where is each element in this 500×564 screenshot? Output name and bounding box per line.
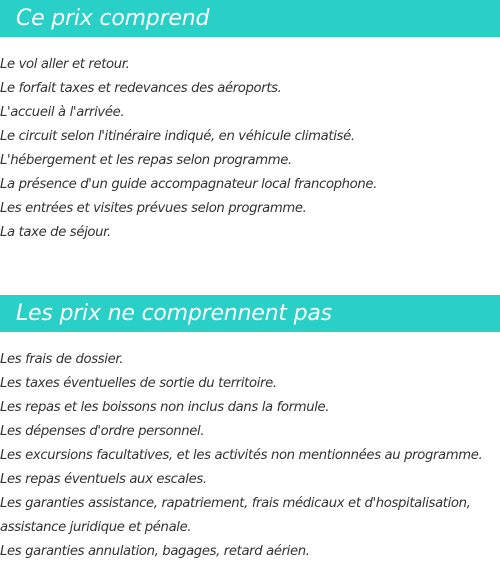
list-item: Les frais de dossier. [0,352,124,367]
list-item: Le vol aller et retour. [0,57,130,72]
list-item: La taxe de séjour. [0,225,111,240]
list-item: L'accueil à l'arrivée. [0,105,125,120]
included-items-list [0,53,500,245]
list-item: L'hébergement et les repas selon programme. [0,153,292,168]
excluded-section-header [0,295,500,332]
list-item: Les dépenses d'ordre personnel. [0,424,205,439]
list-item: Les repas éventuels aux escales. [0,472,207,487]
included-section-title: Ce prix comprend [16,6,210,31]
list-item: assistance juridique et pénale. [0,520,192,535]
excluded-items-list [0,348,500,564]
list-item: Les garanties assistance, rapatriement, frais médicaux et d'hospitalisation, [0,496,471,511]
list-item: Les entrées et visites prévues selon programme. [0,201,307,216]
list-item: Les garanties annulation, bagages, retard aérien. [0,544,310,559]
list-item: Le circuit selon l'itinéraire indiqué, en véhicule climatisé. [0,129,355,144]
list-item: Les repas et les boissons non inclus dans la formule. [0,400,330,415]
included-section-header [0,0,500,37]
list-item: Les excursions facultatives, et les activités non mentionnées au programme. [0,448,483,463]
list-item: Les taxes éventuelles de sortie du territoire. [0,376,277,391]
list-item: La présence d'un guide accompagnateur local francophone. [0,177,378,192]
excluded-section-title: Les prix ne comprennent pas [16,301,332,326]
list-item: Le forfait taxes et redevances des aéroports. [0,81,282,96]
